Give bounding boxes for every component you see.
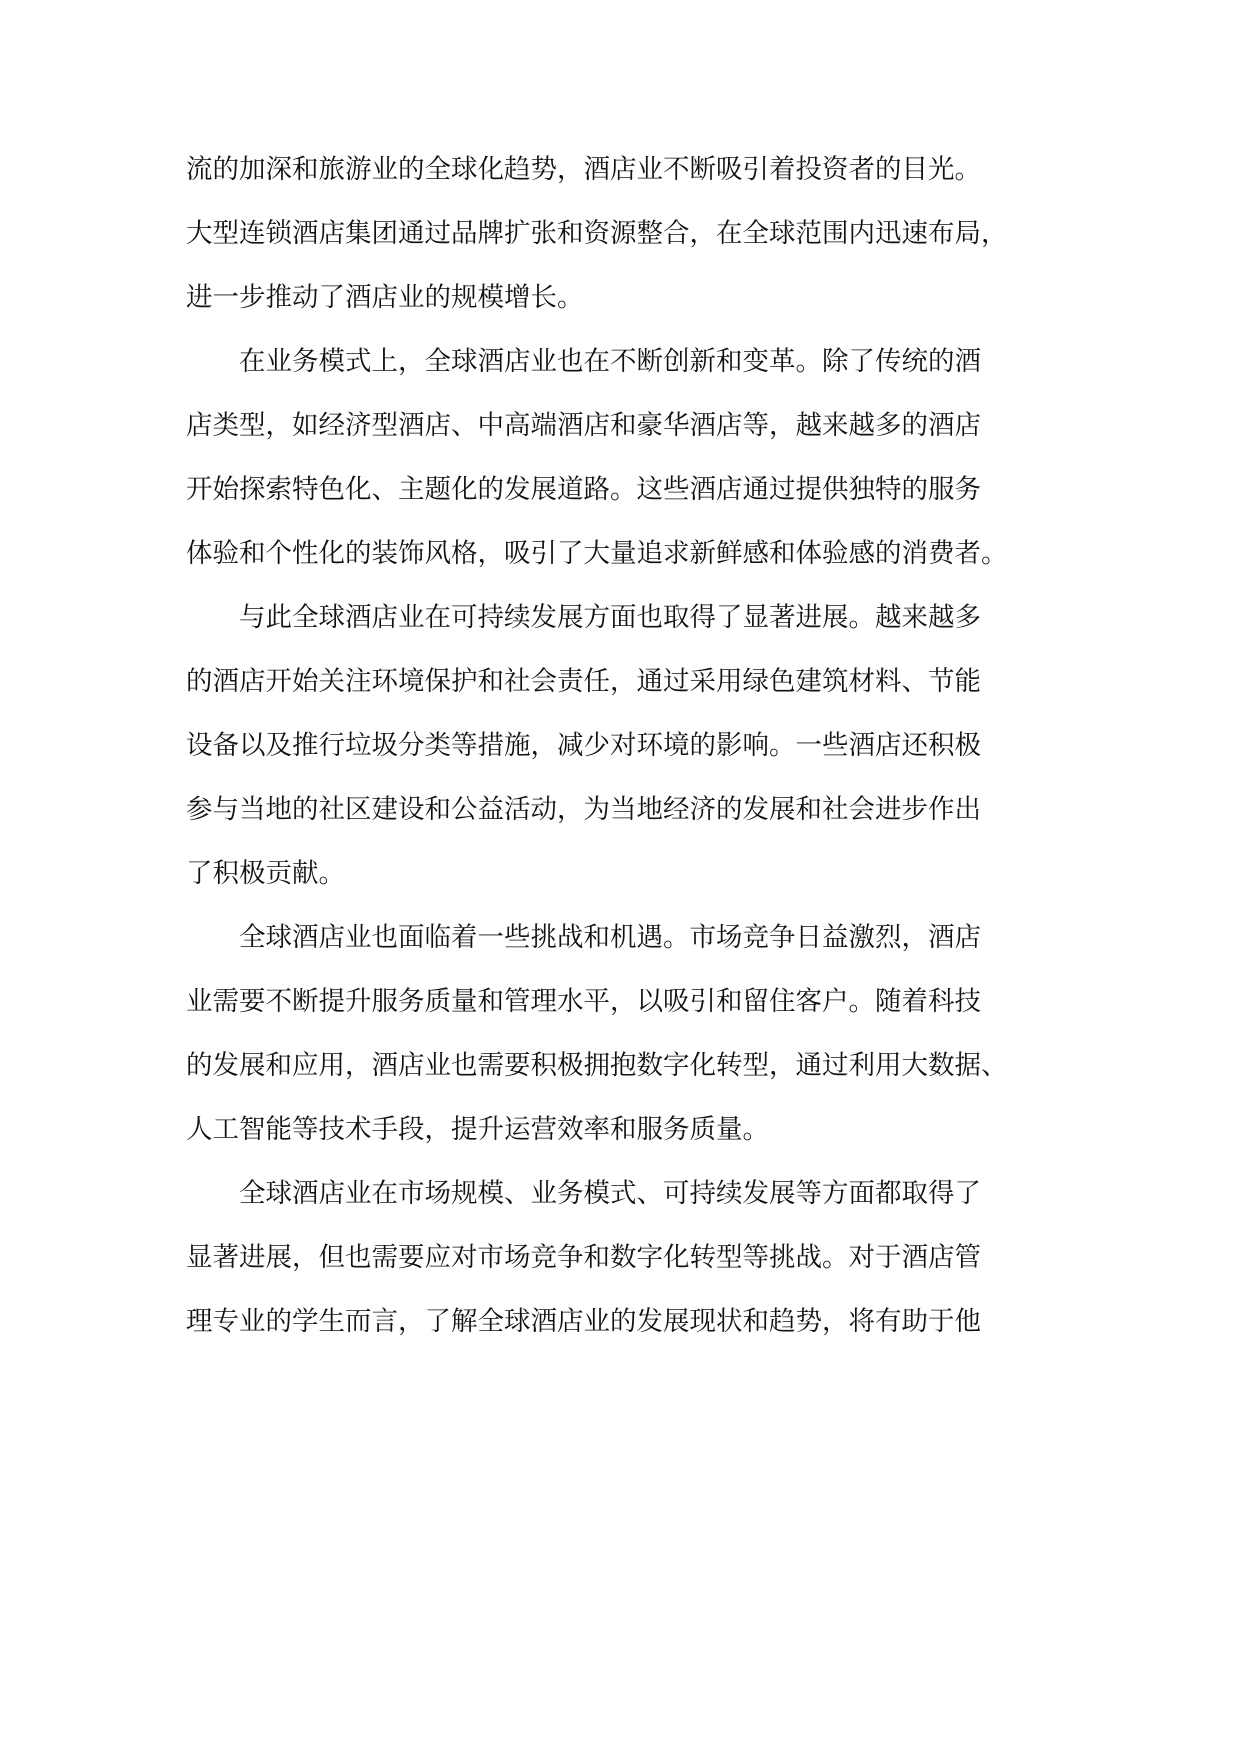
text-line: 人工智能等技术手段，提升运营效率和服务质量。	[186, 1114, 769, 1145]
text-line: 了积极贡献。	[186, 858, 345, 889]
text-line: 流的加深和旅游业的全球化趋势，酒店业不断吸引着投资者的目光。	[186, 154, 981, 185]
text-line: 开始探索特色化、主题化的发展道路。这些酒店通过提供独特的服务	[186, 474, 981, 505]
text-line: 进一步推动了酒店业的规模增长。	[186, 282, 584, 313]
text-line: 大型连锁酒店集团通过品牌扩张和资源整合，在全球范围内迅速布局，	[186, 218, 1008, 249]
paragraph	[186, 330, 1066, 586]
text-line: 的发展和应用，酒店业也需要积极拥抱数字化转型，通过利用大数据、	[186, 1050, 1008, 1081]
text-line: 显著进展，但也需要应对市场竞争和数字化转型等挑战。对于酒店管	[186, 1242, 981, 1273]
text-line: 设备以及推行垃圾分类等措施，减少对环境的影响。一些酒店还积极	[186, 730, 981, 761]
text-line: 店类型，如经济型酒店、中高端酒店和豪华酒店等，越来越多的酒店	[186, 410, 981, 441]
paragraph	[186, 906, 1066, 1162]
paragraph	[186, 586, 1066, 906]
document-body	[186, 138, 1066, 1354]
paragraph	[186, 1162, 1066, 1354]
text-line: 全球酒店业也面临着一些挑战和机遇。市场竞争日益激烈，酒店	[239, 922, 981, 953]
text-line: 全球酒店业在市场规模、业务模式、可持续发展等方面都取得了	[239, 1178, 981, 1209]
text-line: 业需要不断提升服务质量和管理水平，以吸引和留住客户。随着科技	[186, 986, 981, 1017]
text-line: 在业务模式上，全球酒店业也在不断创新和变革。除了传统的酒	[239, 346, 981, 377]
text-line: 理专业的学生而言，了解全球酒店业的发展现状和趋势，将有助于他	[186, 1306, 981, 1337]
text-line: 的酒店开始关注环境保护和社会责任，通过采用绿色建筑材料、节能	[186, 666, 981, 697]
text-line: 体验和个性化的装饰风格，吸引了大量追求新鲜感和体验感的消费者。	[186, 538, 1008, 569]
text-line: 与此全球酒店业在可持续发展方面也取得了显著进展。越来越多	[239, 602, 981, 633]
text-line: 参与当地的社区建设和公益活动，为当地经济的发展和社会进步作出	[186, 794, 981, 825]
paragraph	[186, 138, 1066, 330]
